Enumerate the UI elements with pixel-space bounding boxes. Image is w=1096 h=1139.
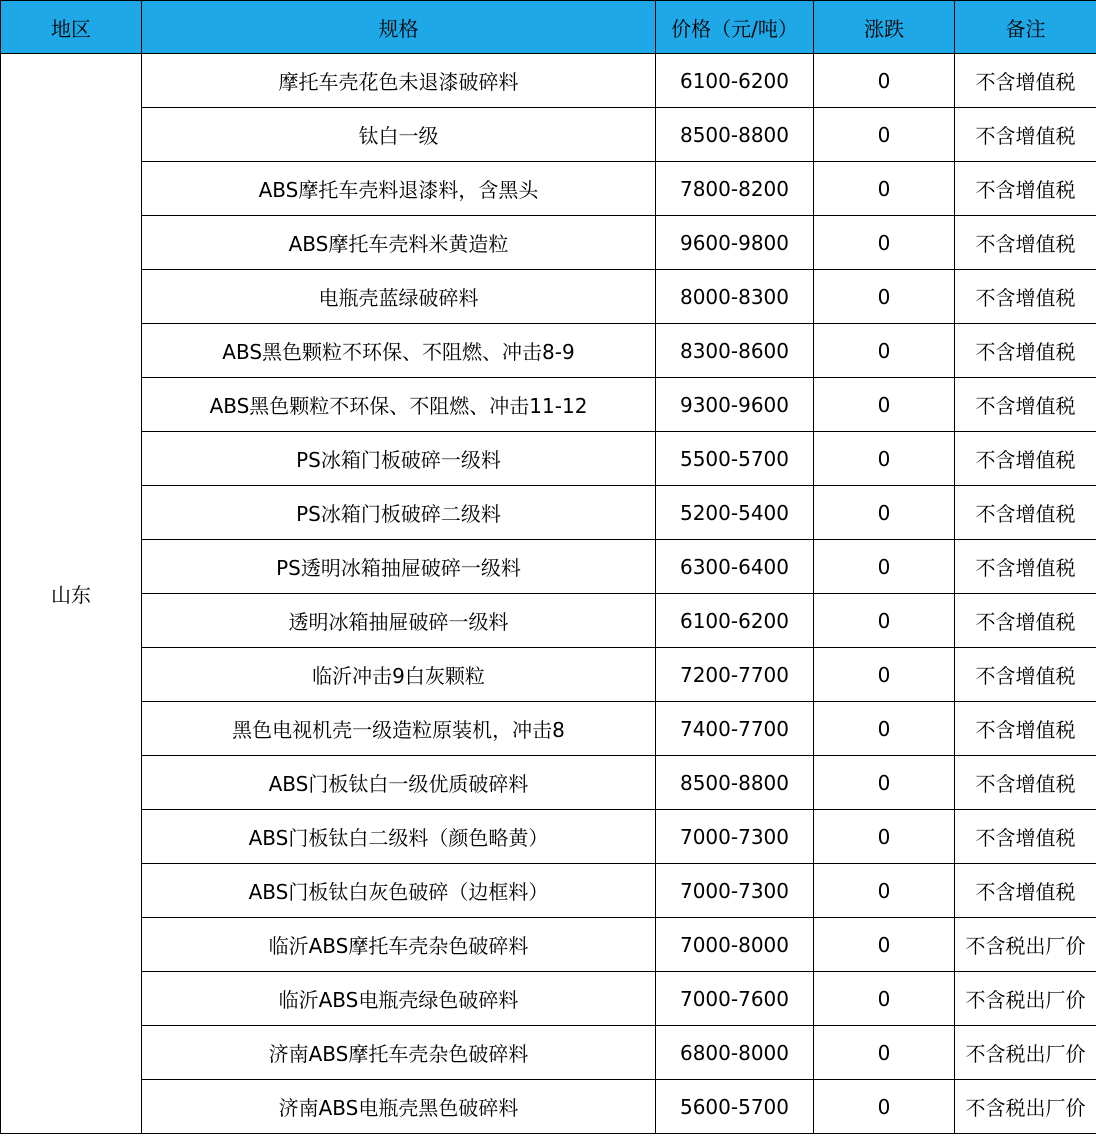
- note-cell: 不含税出厂价: [955, 1080, 1096, 1134]
- table-row: [1, 594, 1096, 648]
- note-cell: 不含增值税: [955, 810, 1096, 864]
- note-cell: 不含增值税: [955, 54, 1096, 108]
- table-row: [1, 270, 1096, 324]
- price-cell: 7400-7700: [656, 702, 814, 756]
- change-cell: 0: [814, 702, 955, 756]
- table-row: [1, 540, 1096, 594]
- change-cell: 0: [814, 108, 955, 162]
- table-row: [1, 918, 1096, 972]
- price-cell: 5200-5400: [656, 486, 814, 540]
- change-cell: 0: [814, 810, 955, 864]
- change-cell: 0: [814, 216, 955, 270]
- price-cell: 7000-7300: [656, 810, 814, 864]
- change-cell: 0: [814, 864, 955, 918]
- note-cell: 不含增值税: [955, 324, 1096, 378]
- price-cell: 6100-6200: [656, 54, 814, 108]
- price-cell: 7000-7600: [656, 972, 814, 1026]
- spec-cell: 黑色电视机壳一级造粒原装机，冲击8: [142, 702, 656, 756]
- table-row: [1, 162, 1096, 216]
- table-row: [1, 756, 1096, 810]
- change-cell: 0: [814, 594, 955, 648]
- spec-cell: 钛白一级: [142, 108, 656, 162]
- change-cell: 0: [814, 918, 955, 972]
- price-cell: 8500-8800: [656, 756, 814, 810]
- change-cell: 0: [814, 162, 955, 216]
- note-cell: 不含增值税: [955, 594, 1096, 648]
- spec-cell: PS冰箱门板破碎二级料: [142, 486, 656, 540]
- header-note: 备注: [955, 1, 1096, 54]
- change-cell: 0: [814, 1026, 955, 1080]
- table-row: [1, 648, 1096, 702]
- note-cell: 不含增值税: [955, 216, 1096, 270]
- price-cell: 8300-8600: [656, 324, 814, 378]
- note-cell: 不含增值税: [955, 756, 1096, 810]
- price-cell: 6800-8000: [656, 1026, 814, 1080]
- price-cell: 5600-5700: [656, 1080, 814, 1134]
- note-cell: 不含税出厂价: [955, 1026, 1096, 1080]
- region-cell: 山东: [1, 54, 142, 1134]
- note-cell: 不含增值税: [955, 432, 1096, 486]
- spec-cell: 电瓶壳蓝绿破碎料: [142, 270, 656, 324]
- spec-cell: 透明冰箱抽屉破碎一级料: [142, 594, 656, 648]
- price-cell: 7000-8000: [656, 918, 814, 972]
- price-cell: 9600-9800: [656, 216, 814, 270]
- table-body: [1, 54, 1096, 1134]
- table-row: [1, 378, 1096, 432]
- spec-cell: 临沂ABS摩托车壳杂色破碎料: [142, 918, 656, 972]
- spec-cell: 临沂冲击9白灰颗粒: [142, 648, 656, 702]
- note-cell: 不含税出厂价: [955, 972, 1096, 1026]
- spec-cell: ABS摩托车壳料退漆料，含黑头: [142, 162, 656, 216]
- table-row: [1, 972, 1096, 1026]
- price-cell: 6300-6400: [656, 540, 814, 594]
- change-cell: 0: [814, 972, 955, 1026]
- table-row: [1, 432, 1096, 486]
- change-cell: 0: [814, 324, 955, 378]
- table-row: [1, 108, 1096, 162]
- spec-cell: 济南ABS摩托车壳杂色破碎料: [142, 1026, 656, 1080]
- note-cell: 不含增值税: [955, 378, 1096, 432]
- spec-cell: PS冰箱门板破碎一级料: [142, 432, 656, 486]
- price-cell: 9300-9600: [656, 378, 814, 432]
- price-cell: 7800-8200: [656, 162, 814, 216]
- spec-cell: ABS黑色颗粒不环保、不阻燃、冲击11-12: [142, 378, 656, 432]
- price-cell: 5500-5700: [656, 432, 814, 486]
- spec-cell: ABS门板钛白灰色破碎（边框料）: [142, 864, 656, 918]
- note-cell: 不含增值税: [955, 162, 1096, 216]
- table-row: [1, 324, 1096, 378]
- table-row: [1, 810, 1096, 864]
- spec-cell: ABS门板钛白二级料（颜色略黄）: [142, 810, 656, 864]
- change-cell: 0: [814, 486, 955, 540]
- note-cell: 不含增值税: [955, 702, 1096, 756]
- change-cell: 0: [814, 54, 955, 108]
- price-cell: 8500-8800: [656, 108, 814, 162]
- spec-cell: ABS摩托车壳料米黄造粒: [142, 216, 656, 270]
- change-cell: 0: [814, 270, 955, 324]
- spec-cell: ABS黑色颗粒不环保、不阻燃、冲击8-9: [142, 324, 656, 378]
- change-cell: 0: [814, 648, 955, 702]
- change-cell: 0: [814, 540, 955, 594]
- header-row: [1, 1, 1096, 54]
- note-cell: 不含增值税: [955, 864, 1096, 918]
- spec-cell: 济南ABS电瓶壳黑色破碎料: [142, 1080, 656, 1134]
- table-row: [1, 702, 1096, 756]
- table-row: [1, 216, 1096, 270]
- note-cell: 不含增值税: [955, 648, 1096, 702]
- note-cell: 不含税出厂价: [955, 918, 1096, 972]
- note-cell: 不含增值税: [955, 486, 1096, 540]
- price-cell: 7200-7700: [656, 648, 814, 702]
- spec-cell: 临沂ABS电瓶壳绿色破碎料: [142, 972, 656, 1026]
- change-cell: 0: [814, 756, 955, 810]
- change-cell: 0: [814, 432, 955, 486]
- note-cell: 不含增值税: [955, 270, 1096, 324]
- price-cell: 7000-7300: [656, 864, 814, 918]
- change-cell: 0: [814, 1080, 955, 1134]
- table-row: [1, 1026, 1096, 1080]
- spec-cell: ABS门板钛白一级优质破碎料: [142, 756, 656, 810]
- table-row: [1, 54, 1096, 108]
- header-price: 价格（元/吨）: [656, 1, 814, 54]
- header-region: 地区: [1, 1, 142, 54]
- price-cell: 6100-6200: [656, 594, 814, 648]
- note-cell: 不含增值税: [955, 540, 1096, 594]
- header-change: 涨跌: [814, 1, 955, 54]
- price-cell: 8000-8300: [656, 270, 814, 324]
- table-row: [1, 864, 1096, 918]
- table-row: [1, 1080, 1096, 1134]
- table-row: [1, 486, 1096, 540]
- note-cell: 不含增值税: [955, 108, 1096, 162]
- spec-cell: 摩托车壳花色未退漆破碎料: [142, 54, 656, 108]
- spec-cell: PS透明冰箱抽屉破碎一级料: [142, 540, 656, 594]
- header-spec: 规格: [142, 1, 656, 54]
- change-cell: 0: [814, 378, 955, 432]
